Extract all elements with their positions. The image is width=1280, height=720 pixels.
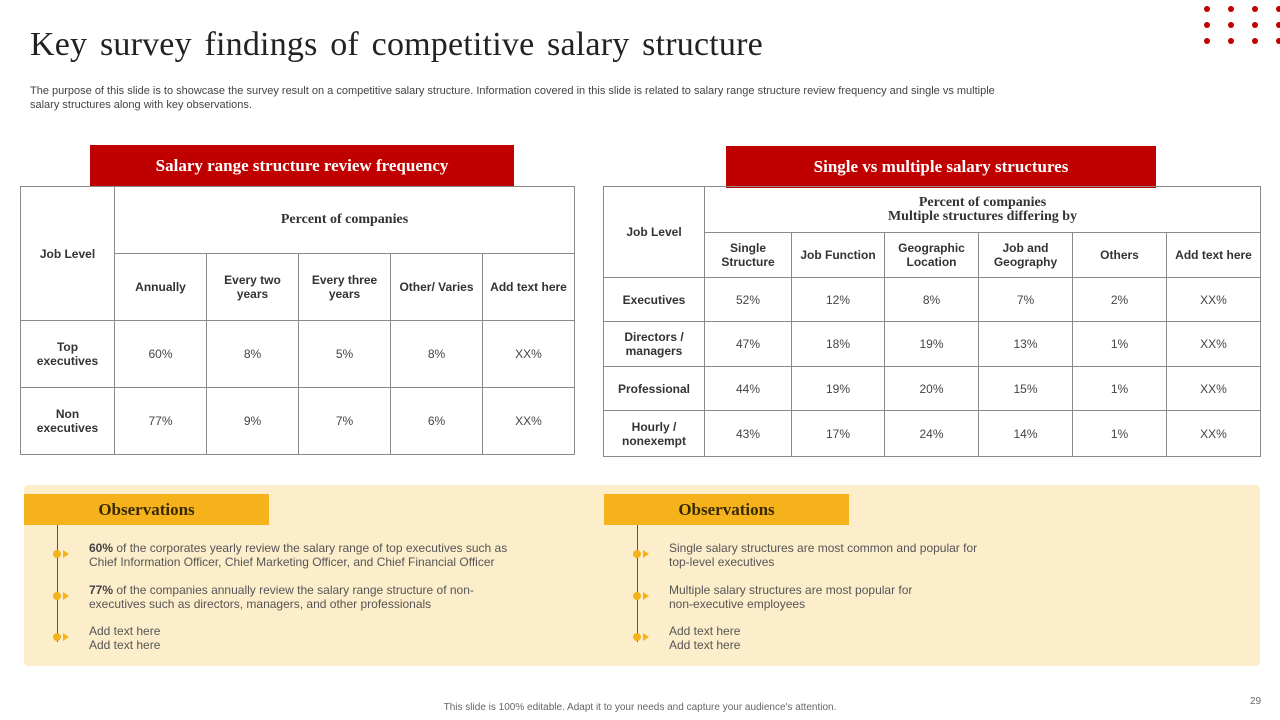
column-header: Geographic Location [885,233,979,278]
table-row [604,411,1261,457]
observation-highlight: 60% [89,541,114,555]
table-cell: 1% [1073,367,1167,411]
table-cell: 20% [885,367,979,411]
observations-left-title: Observations [24,494,269,525]
slide-title: Key survey findings of competitive salary structure [30,26,763,63]
column-header: Add text here [1167,233,1261,278]
slide-subtitle: The purpose of this slide is to showcase the survey result on a competitive salary structure. Information covered in this slide is related to salary range structure review frequency and single vs multiple salary structures along with key observations. [30,85,995,111]
table-cell: 9% [207,388,299,455]
table-cell: XX% [1167,278,1261,322]
column-header: Others [1073,233,1167,278]
table-cell: 44% [705,367,792,411]
column-header: Every three years [299,254,391,321]
observations-right-connector [637,525,638,642]
column-header: Every two years [207,254,299,321]
table-row [21,321,575,388]
table-row [604,278,1261,322]
bullet-arrow-icon [633,592,651,600]
table-row [604,322,1261,367]
review-frequency-table [20,186,575,455]
observation-text: of the corporates yearly review the salary range of top executives such as Chief Information Officer, Chief Marketing Officer, and Chief Financial Officer [89,541,508,569]
observation-item [89,541,529,569]
table-cell: XX% [1167,322,1261,367]
observation-item: Single salary structures are most common and popular for top-level executives [669,541,978,569]
column-header: Single Structure [705,233,792,278]
table-cell: 7% [299,388,391,455]
footer-note: This slide is 100% editable. Adapt it to your needs and capture your audience's attention. [443,702,837,713]
table-cell: 1% [1073,322,1167,367]
table-cell: 8% [207,321,299,388]
column-header: Add text here [483,254,575,321]
table-cell: 1% [1073,411,1167,457]
table-cell: XX% [483,321,575,388]
table-cell: 13% [979,322,1073,367]
observation-highlight: 77% [89,583,114,597]
row-label: Professional [604,367,705,411]
job-level-header: Job Level [604,187,705,278]
page-number: 29 [1250,696,1262,707]
salary-structures-table [603,186,1261,457]
column-header: Job Function [792,233,885,278]
table-cell: XX% [1167,367,1261,411]
bullet-arrow-icon [633,550,651,558]
observation-item [89,583,509,611]
table-cell: 77% [115,388,207,455]
observation-text: of the companies annually review the salary range structure of non-executives such as directors, managers, and other professionals [89,583,474,611]
observation-item: Add text here Add text here [669,624,741,652]
row-label: Non executives [21,388,115,455]
table-cell: 12% [792,278,885,322]
table-cell: 5% [299,321,391,388]
bullet-arrow-icon [633,633,651,641]
table-cell: 24% [885,411,979,457]
group-header-line: Percent of companies [918,194,1047,210]
column-header: Other/ Varies [391,254,483,321]
table-cell: XX% [483,388,575,455]
table-cell: 19% [792,367,885,411]
table-cell: 15% [979,367,1073,411]
table-cell: 8% [885,278,979,322]
bullet-arrow-icon [53,550,71,558]
table-cell: 18% [792,322,885,367]
job-level-header: Job Level [21,187,115,321]
decorative-dots-icon [1204,6,1280,46]
row-label: Directors / managers [604,322,705,367]
table-cell: 14% [979,411,1073,457]
observations-left-connector [57,525,58,642]
table-cell: 7% [979,278,1073,322]
row-label: Executives [604,278,705,322]
table-cell: XX% [1167,411,1261,457]
table-cell: 19% [885,322,979,367]
percent-group-header [705,187,1261,233]
table-cell: 17% [792,411,885,457]
table-cell: 2% [1073,278,1167,322]
table-cell: 52% [705,278,792,322]
table-cell: 43% [705,411,792,457]
table-cell: 8% [391,321,483,388]
bullet-arrow-icon [53,592,71,600]
observation-item: Multiple salary structures are most popular for non-executive employees [669,583,913,611]
percent-group-header: Percent of companies [115,187,575,254]
left-table-header: Salary range structure review frequency [90,145,514,187]
column-header: Annually [115,254,207,321]
table-cell: 6% [391,388,483,455]
right-table-header: Single vs multiple salary structures [726,146,1156,188]
row-label: Top executives [21,321,115,388]
row-label: Hourly / nonexempt [604,411,705,457]
table-row [604,367,1261,411]
observation-item: Add text here Add text here [89,624,161,652]
group-header-line: Multiple structures differing by [887,208,1078,224]
column-header: Job and Geography [979,233,1073,278]
table-cell: 60% [115,321,207,388]
bullet-arrow-icon [53,633,71,641]
table-row [21,388,575,455]
observations-right-title: Observations [604,494,849,525]
table-cell: 47% [705,322,792,367]
